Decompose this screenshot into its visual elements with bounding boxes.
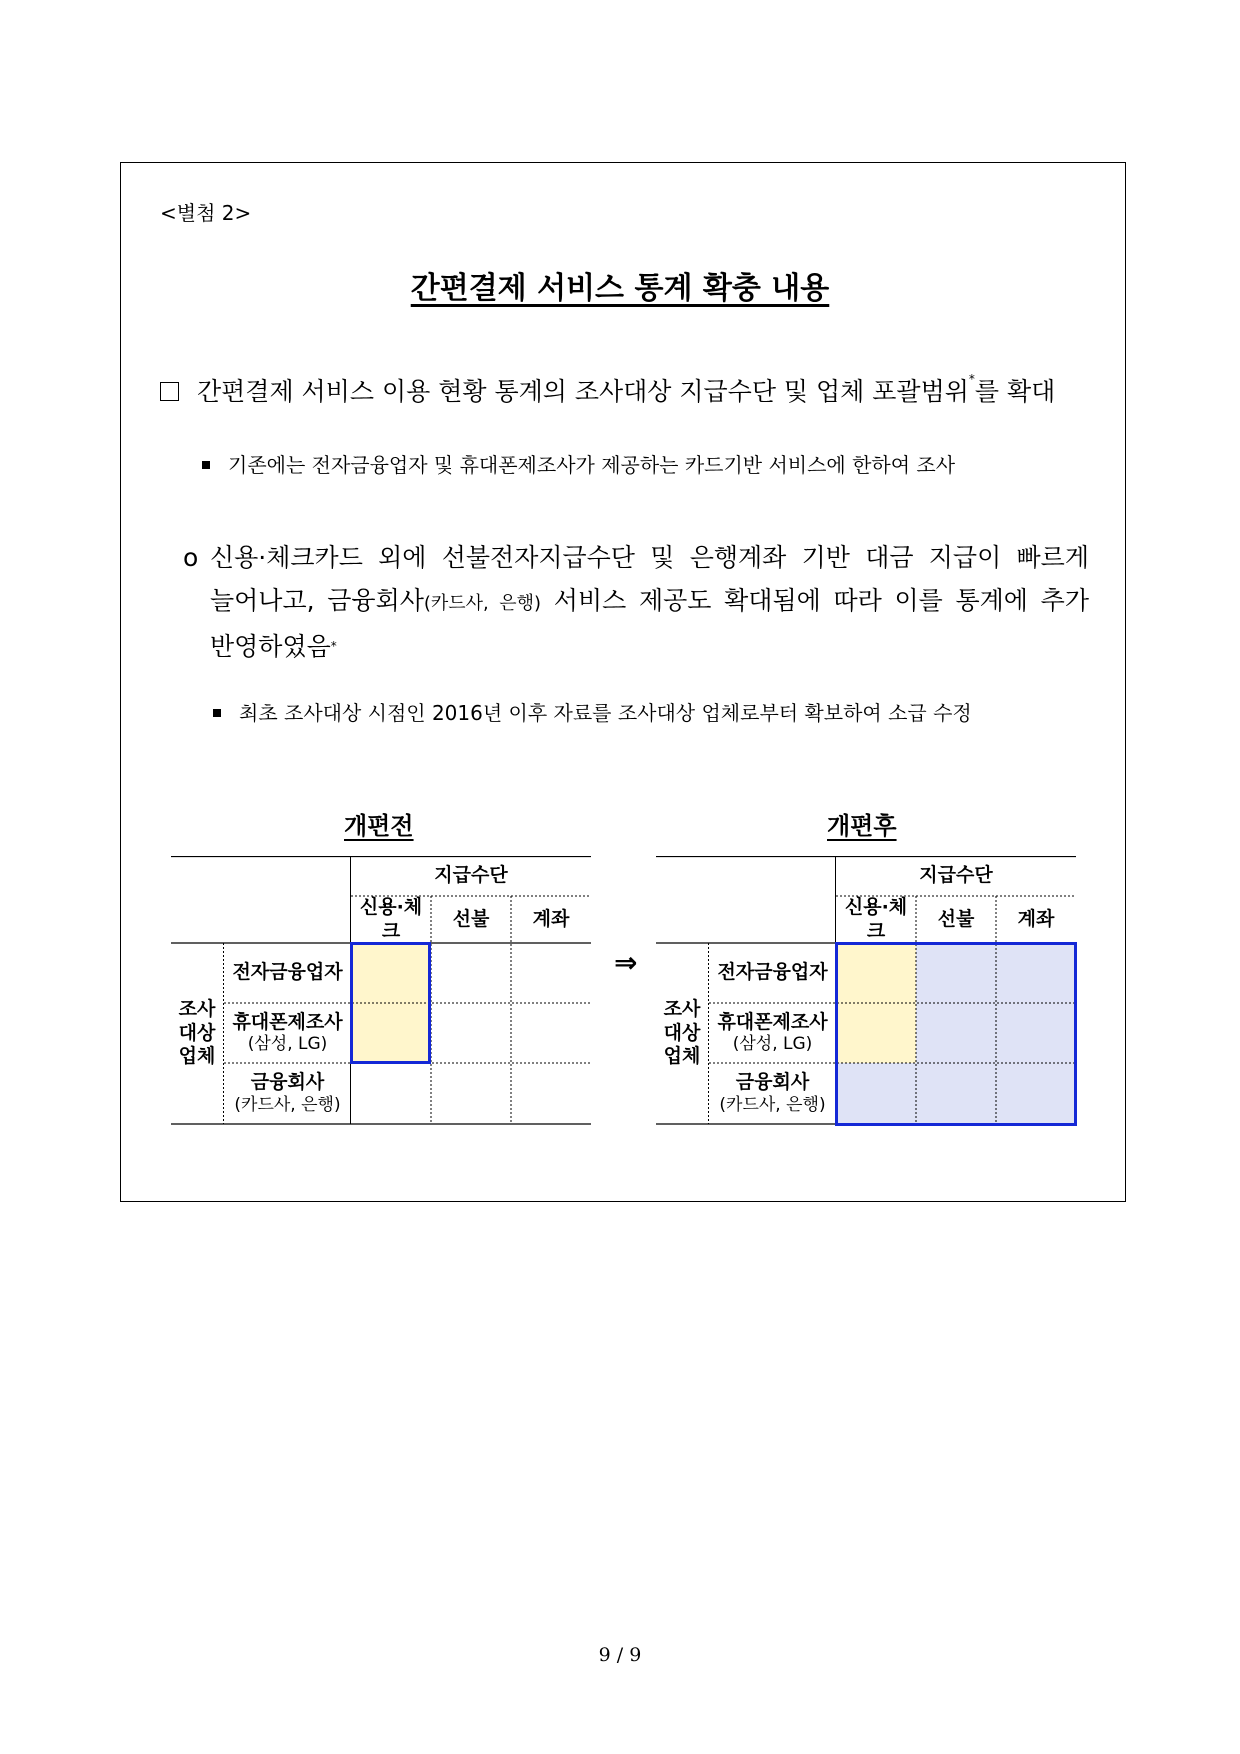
- sub-point-1: 기존에는 전자금융업자 및 휴대폰제조사가 제공하는 카드기반 서비스에 한하여 조사: [202, 449, 955, 478]
- paragraph-o: [183, 536, 1089, 668]
- page-number: 9 / 9: [598, 1644, 642, 1666]
- col-card: 신용·체크: [844, 895, 908, 942]
- attachment-label: <별첨 2>: [160, 201, 252, 225]
- main-point: 간편결제 서비스 이용 현황 통계의 조사대상 지급수단 및 업체 포괄범위*를 확대: [160, 372, 1055, 408]
- col-account: 계좌: [1017, 907, 1055, 930]
- row-efin: 전자금융업자: [232, 961, 343, 984]
- after-highlight-box: [835, 942, 1077, 1126]
- row-group-label: 조사 대상 업체: [663, 997, 701, 1068]
- page-title: 간편결제 서비스 통계 확충 내용: [410, 271, 830, 306]
- bullet-square-icon: [213, 709, 221, 717]
- row-phone: 휴대폰제조사 (삼성, LG): [717, 1010, 828, 1055]
- footnote-mark: *: [968, 372, 975, 386]
- row-fin: 금융회사 (카드사, 은행): [719, 1071, 826, 1115]
- row-phone: 휴대폰제조사 (삼성, LG): [232, 1010, 343, 1055]
- before-title: 개편전: [344, 812, 414, 840]
- col-account: 계좌: [532, 907, 570, 930]
- checkbox-square-icon: [160, 382, 179, 401]
- col-prepaid: 선불: [937, 907, 975, 930]
- pay-header: 지급수단: [434, 864, 508, 887]
- para-line-3: 반영하였음*: [210, 632, 337, 661]
- para-line-2: 늘어나고, 금융회사(카드사, 은행) 서비스 제공도 확대됨에 따라 이를 통계에 추가: [210, 586, 1089, 615]
- bullet-square-icon: [202, 461, 210, 469]
- bullet-o: o: [183, 543, 199, 572]
- row-group-label: 조사 대상 업체: [178, 997, 216, 1068]
- para-line-1: 신용·체크카드 외에 선불전자지급수단 및 은행계좌 기반 대금 지급이 빠르게: [210, 543, 1089, 572]
- row-fin: 금융회사 (카드사, 은행): [234, 1071, 341, 1115]
- row-efin: 전자금융업자: [717, 961, 828, 984]
- before-highlight-box: [350, 942, 431, 1064]
- sub-point-2: 최초 조사대상 시점인 2016년 이후 자료를 조사대상 업체로부터 확보하여 소급 수정: [213, 697, 972, 726]
- after-title: 개편후: [827, 812, 897, 840]
- col-card: 신용·체크: [359, 895, 423, 942]
- arrow-right-icon: ⇒: [614, 946, 638, 979]
- col-prepaid: 선불: [452, 907, 490, 930]
- pay-header: 지급수단: [919, 864, 993, 887]
